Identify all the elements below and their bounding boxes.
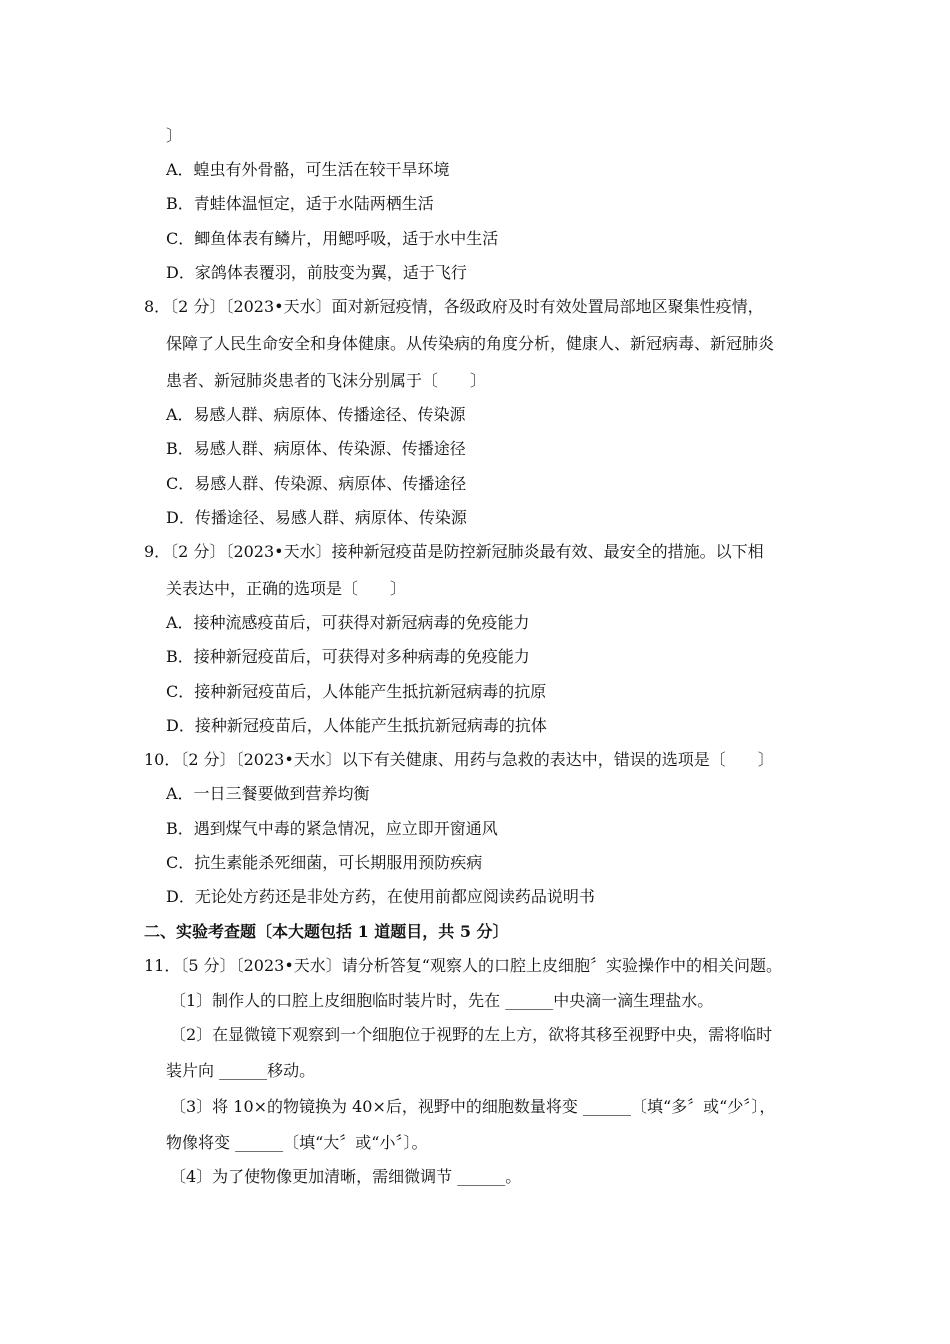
q11-stem: 11．〔5 分〕〔2023•天水〕请分析答复“观察人的口腔上皮细胞〞实验操作中的相关问题。: [144, 956, 782, 975]
q11-sub-3-line1: 〔3〕将 10×的物镜换为 40×后，视野中的细胞数量将变 ______〔填“多〞或“少〞〕，: [170, 1097, 776, 1116]
q8-option-b: B．易感人群、病原体、传染源、传播途径: [166, 439, 466, 458]
q7-option-b: B．青蛙体温恒定，适于水陆两栖生活: [166, 194, 434, 213]
q9-option-c: C．接种新冠疫苗后，人体能产生抵抗新冠病毒的抗原: [166, 682, 547, 701]
q8-stem-line1: 8．〔2 分〕〔2023•天水〕面对新冠疫情，各级政府及时有效处置局部地区聚集性疫情，: [144, 297, 764, 316]
q8-option-a: A．易感人群、病原体、传播途径、传染源: [166, 405, 466, 424]
q9-option-d: D．接种新冠疫苗后，人体能产生抵抗新冠病毒的抗体: [166, 716, 547, 735]
q9-stem-line2: 关表达中，正确的选项是〔 〕: [166, 579, 407, 598]
q11-sub-2-line1: 〔2〕在显微镜下观察到一个细胞位于视野的左上方，欲将其移至视野中央，需将临时: [170, 1025, 773, 1044]
q10-option-a: A．一日三餐要做到营养均衡: [166, 784, 370, 803]
previous-question-tail: 〕: [166, 126, 183, 145]
q8-stem-line2: 保障了人民生命安全和身体健康。从传染病的角度分析，健康人、新冠病毒、新冠肺炎: [166, 334, 775, 353]
q11-sub-4: 〔4〕为了使物像更加清晰，需细微调节 ______。: [170, 1167, 522, 1186]
q8-option-d: D．传播途径、易感人群、病原体、传染源: [166, 508, 467, 527]
q8-stem-line3: 患者、新冠肺炎患者的飞沫分别属于〔 〕: [166, 371, 487, 390]
q11-sub-2-line2: 装片向 ______移动。: [166, 1061, 316, 1080]
q10-option-b: B．遇到煤气中毒的紧急情况，应立即开窗通风: [166, 819, 498, 838]
q11-sub-1: 〔1〕制作人的口腔上皮细胞临时装片时，先在 ______中央滴一滴生理盐水。: [170, 991, 714, 1010]
q7-option-a: A．蝗虫有外骨骼，可生活在较干旱环境: [166, 160, 450, 179]
q7-option-c: C．鲫鱼体表有鳞片，用鳃呼吸，适于水中生活: [166, 229, 499, 248]
q8-option-c: C．易感人群、传染源、病原体、传播途径: [166, 474, 467, 493]
q9-option-b: B．接种新冠疫苗后，可获得对多种病毒的免疫能力: [166, 647, 530, 666]
q10-option-c: C．抗生素能杀死细菌，可长期服用预防疾病: [166, 853, 483, 872]
q10-stem: 10．〔2 分〕〔2023•天水〕以下有关健康、用药与急救的表达中，错误的选项是〔 〕: [144, 750, 774, 769]
q7-option-d: D．家鸽体表覆羽，前肢变为翼，适于飞行: [166, 263, 467, 282]
section-2-heading: 二、实验考查题〔本大题包括 1 道题目，共 5 分〕: [144, 922, 509, 941]
q9-option-a: A．接种流感疫苗后，可获得对新冠病毒的免疫能力: [166, 613, 530, 632]
q11-sub-3-line2: 物像将变 ______〔填“大〞或“小〞〕。: [166, 1133, 428, 1152]
q10-option-d: D．无论处方药还是非处方药，在使用前都应阅读药品说明书: [166, 887, 595, 906]
q9-stem-line1: 9．〔2 分〕〔2023•天水〕接种新冠疫苗是防控新冠肺炎最有效、最安全的措施。以下相: [144, 542, 764, 561]
